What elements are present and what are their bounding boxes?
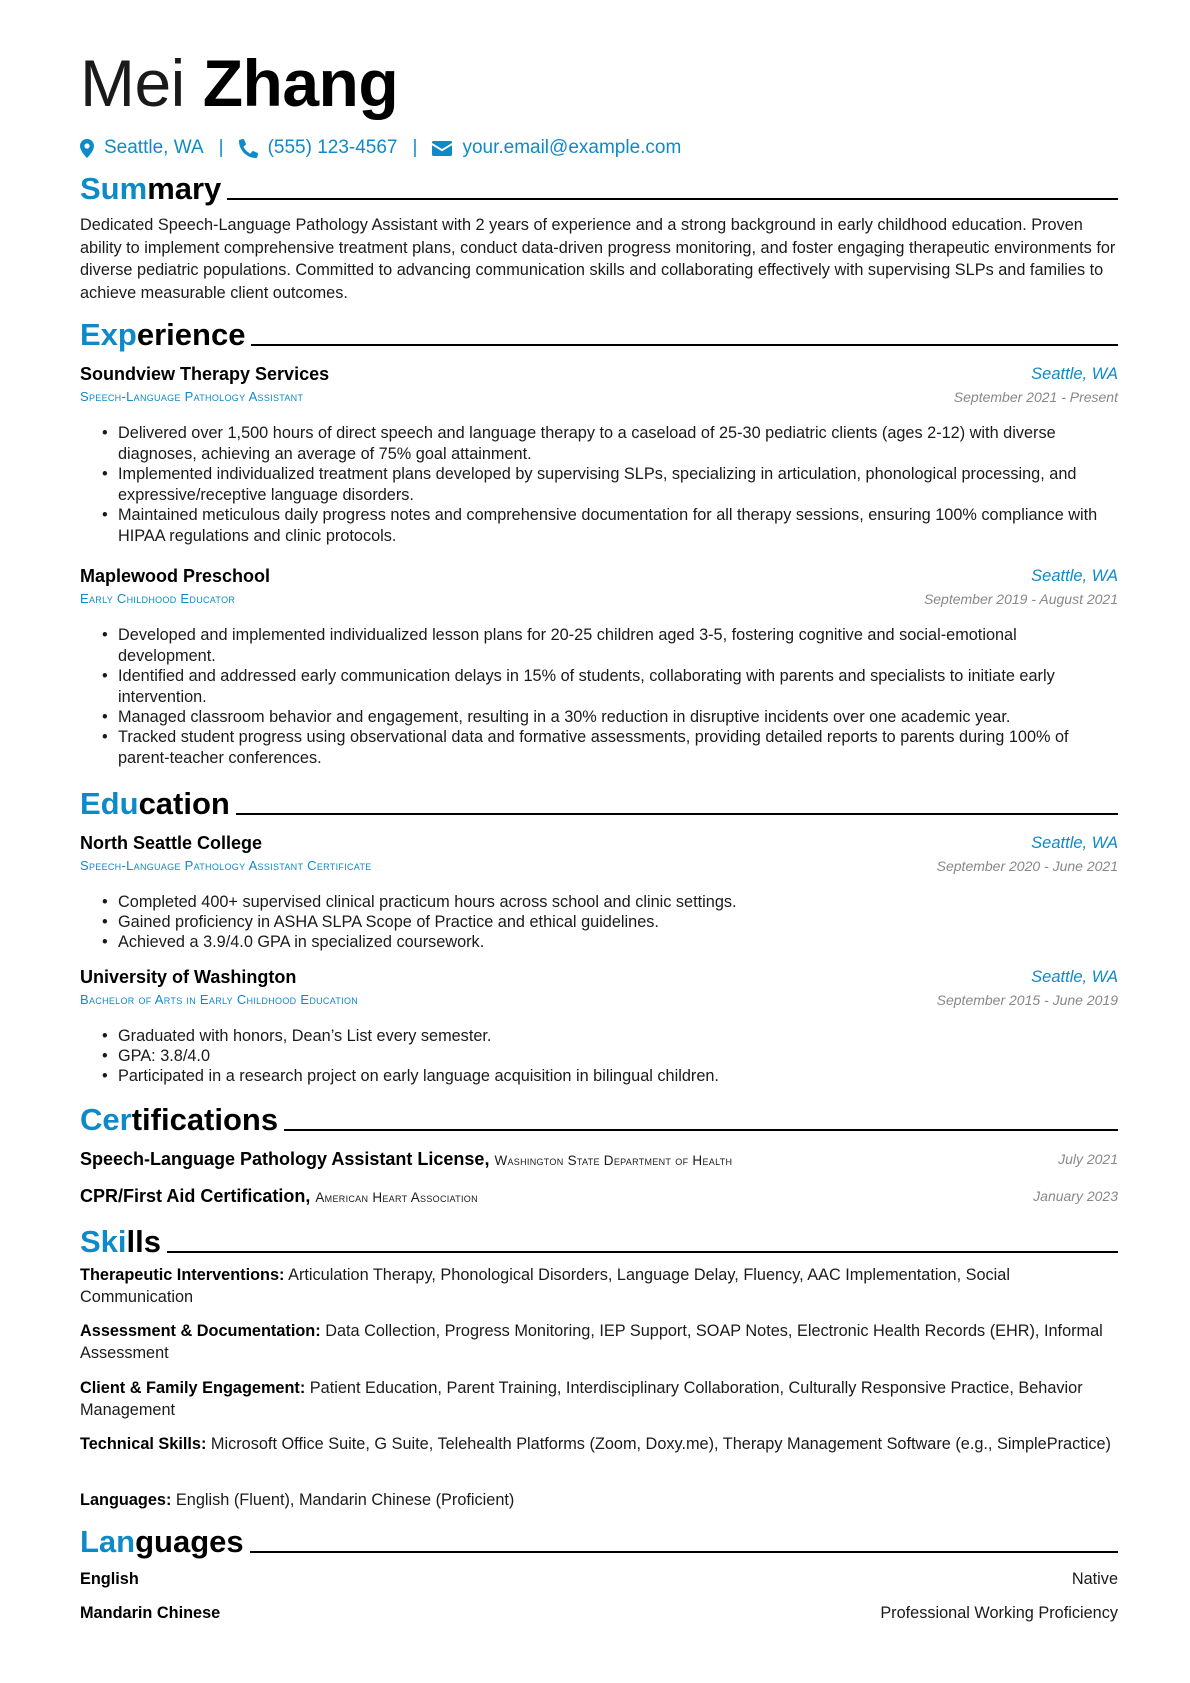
section-divider — [167, 1251, 1118, 1253]
school-dates: September 2020 - June 2021 — [936, 858, 1118, 874]
job-location: Seattle, WA — [1031, 365, 1118, 383]
first-name: Mei — [80, 46, 185, 120]
certification-date: January 2023 — [1033, 1188, 1118, 1204]
list-item: • Developed and implemented individualized lesson plans for 20-25 children aged 3-5, fostering cognitive and social-emotional development. — [102, 625, 1118, 667]
skill-label: Therapeutic Interventions: — [80, 1266, 285, 1284]
list-item: • Achieved a 3.9/4.0 GPA in specialized coursework. — [102, 932, 1118, 953]
skill-row — [80, 1377, 1120, 1421]
section-heading-education: Education — [80, 782, 1118, 822]
list-item: • GPA: 3.8/4.0 — [102, 1046, 1118, 1067]
education-entry-header — [80, 833, 1118, 879]
experience-bullets — [102, 423, 1118, 546]
section-divider — [236, 813, 1118, 815]
certification-item: Speech-Language Pathology Assistant License, Washington State Department of Health July 2021 — [80, 1149, 1118, 1169]
skill-label: Client & Family Engagement: — [80, 1379, 306, 1397]
list-item: • Implemented individualized treatment plans developed by supervising SLPs, specializing in articulation, phonological processing, and expressive/receptive language disorders. — [102, 464, 1118, 506]
location-text: Seattle, WA — [104, 137, 204, 158]
degree-title: Speech-Language Pathology Assistant Certificate — [80, 858, 372, 873]
candidate-name — [80, 44, 398, 122]
email-link[interactable]: your.email@example.com — [462, 137, 682, 158]
list-item: • Delivered over 1,500 hours of direct speech and language therapy to a caseload of 25-30 pediatric clients (ages 2-12) with diverse diagnoses, achieving an average of 75% goal attainment. — [102, 423, 1118, 465]
section-divider — [284, 1129, 1118, 1131]
job-dates: September 2019 - August 2021 — [923, 591, 1118, 607]
certification-title: Speech-Language Pathology Assistant License — [80, 1149, 485, 1169]
certification-date: July 2021 — [1058, 1151, 1118, 1167]
school-name: North Seattle College — [80, 833, 263, 853]
education-bullets — [102, 1026, 1118, 1086]
experience-entry-header — [80, 364, 1118, 410]
last-name: Zhang — [202, 46, 399, 120]
certification-issuer: Washington State Department of Health — [494, 1153, 733, 1168]
language-level: Professional Working Proficiency — [880, 1604, 1118, 1622]
school-dates: September 2015 - June 2019 — [936, 992, 1118, 1008]
language-name: Mandarin Chinese — [80, 1604, 221, 1622]
section-divider — [250, 1551, 1118, 1553]
list-item: • Identified and addressed early communication delays in 15% of students, collaborating with parents and specialists to initiate early intervention. — [102, 666, 1118, 708]
phone-text: (555) 123-4567 — [267, 137, 398, 158]
section-heading-languages: Languages — [80, 1520, 1118, 1560]
certification-item: CPR/First Aid Certification, American Heart Association January 2023 — [80, 1186, 1118, 1206]
list-item: • Tracked student progress using observational data and formative assessments, providing detailed reports to parents during 100% of parent-teacher conferences. — [102, 727, 1118, 769]
contact-email[interactable] — [432, 137, 681, 159]
skill-label: Assessment & Documentation: — [80, 1322, 321, 1340]
list-item: • Maintained meticulous daily progress notes and comprehensive documentation for all therapy sessions, ensuring 100% compliance with HIPAA regulations and clinic protocols. — [102, 505, 1118, 547]
skill-row — [80, 1489, 1120, 1511]
job-title: Speech-Language Pathology Assistant — [80, 389, 304, 404]
job-title: Early Childhood Educator — [80, 591, 236, 606]
contact-separator: | — [218, 137, 224, 158]
school-location: Seattle, WA — [1031, 834, 1118, 852]
list-item: • Completed 400+ supervised clinical practicum hours across school and clinic settings. — [102, 892, 1118, 913]
employer-name: Maplewood Preschool — [80, 566, 271, 586]
summary-paragraph: Dedicated Speech-Language Pathology Assistant with 2 years of experience and a strong background in early childhood education. Proven ability to implement comprehensive treatment plans, conduct data-driven progress monitoring, and foster engaging therapeutic environments for diverse pediatric populations. Committed to advancing communication skills and collaborating effectively with supervising SLPs and families to achieve measurable client outcomes. — [80, 216, 1116, 302]
skill-text: English (Fluent), Mandarin Chinese (Proficient) — [175, 1491, 515, 1509]
experience-bullets — [102, 625, 1118, 768]
education-bullets — [102, 892, 1118, 952]
skill-text: Articulation Therapy, Phonological Disorders, Language Delay, Fluency, AAC Implementation, Social Communication — [80, 1266, 1010, 1306]
section-divider — [251, 344, 1118, 346]
employer-name: Soundview Therapy Services — [80, 364, 330, 384]
contact-location — [80, 137, 204, 159]
job-dates: September 2021 - Present — [953, 389, 1118, 405]
degree-title: Bachelor of Arts in Early Childhood Education — [80, 992, 359, 1007]
skill-text: Patient Education, Parent Training, Interdisciplinary Collaboration, Culturally Responsive Practice, Behavior Management — [80, 1379, 1083, 1419]
contact-line — [80, 133, 681, 163]
skill-text: Microsoft Office Suite, G Suite, Telehealth Platforms (Zoom, Doxy.me), Therapy Management Software (e.g., SimplePractice) — [210, 1435, 1111, 1453]
list-item: • Participated in a research project on early language acquisition in bilingual children. — [102, 1066, 1118, 1087]
section-heading-summary: Summary — [80, 167, 1118, 207]
experience-entry-header — [80, 566, 1118, 612]
education-entry-header — [80, 967, 1118, 1013]
certification-issuer: American Heart Association — [315, 1190, 478, 1205]
section-heading-skills: Skills — [80, 1220, 1118, 1260]
skill-label: Languages: — [80, 1491, 172, 1509]
language-level: Native — [1071, 1570, 1118, 1588]
skill-text: Data Collection, Progress Monitoring, IEP Support, SOAP Notes, Electronic Health Records (EHR), Informal Assessment — [80, 1322, 1103, 1362]
map-pin-icon — [80, 139, 94, 158]
skill-label: Technical Skills: — [80, 1435, 207, 1453]
job-location: Seattle, WA — [1031, 567, 1118, 585]
language-row — [80, 1570, 1118, 1594]
section-heading-certifications: Certifications — [80, 1098, 1118, 1138]
envelope-icon — [432, 141, 452, 156]
language-name: English — [80, 1570, 139, 1588]
contact-separator: | — [412, 137, 418, 158]
school-location: Seattle, WA — [1031, 968, 1118, 986]
school-name: University of Washington — [80, 967, 297, 987]
skill-row — [80, 1264, 1120, 1308]
list-item: • Managed classroom behavior and engagement, resulting in a 30% reduction in disruptive incidents over one academic year. — [102, 707, 1118, 728]
skill-row — [80, 1433, 1120, 1455]
skill-row — [80, 1320, 1120, 1364]
contact-phone[interactable] — [239, 137, 398, 159]
section-heading-experience: Experience — [80, 313, 1118, 353]
certification-title: CPR/First Aid Certification — [80, 1186, 306, 1206]
phone-icon — [239, 139, 258, 158]
list-item: • Graduated with honors, Dean’s List every semester. — [102, 1026, 1118, 1047]
section-divider — [227, 198, 1118, 200]
list-item: • Gained proficiency in ASHA SLPA Scope of Practice and ethical guidelines. — [102, 912, 1118, 933]
language-row — [80, 1604, 1118, 1628]
